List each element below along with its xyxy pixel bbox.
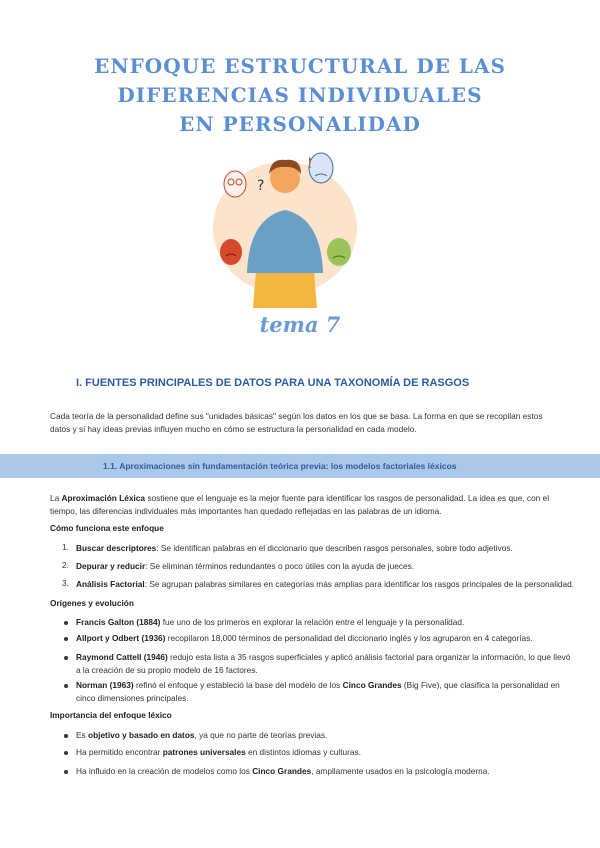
tema-label: tema 7: [259, 312, 341, 337]
importancia-heading: Importancia del enfoque léxico: [50, 710, 172, 720]
subsection-band: [0, 454, 600, 478]
title-line-3: EN PERSONALIDAD: [179, 112, 421, 136]
intro-paragraph: La Aproximación Léxica sostiene que el lenguaje es la mejor fuente para identificar los rasgos de personalidad. La idea es que, con el tiempo, las diferencias individuales más importantes han quedado reflejadas en las palabras de un idioma.: [50, 493, 550, 516]
list-item: Francis Galton (1884) fue uno de los primeros en explorar la relación entre el lenguaje y la personalidad.: [76, 617, 465, 627]
mask-spiral: [224, 171, 246, 197]
list-item: Depurar y reducir: Se eliminan términos redundantes o poco útiles con la ayuda de jueces.: [76, 561, 415, 571]
list-item: Norman (1963) refinó el enfoque y estableció la base del modelo de los Cinco Grandes (Big Five), que clasifica la personalidad en cinco dimensiones principales.: [76, 680, 560, 703]
bullet-icon: [64, 770, 68, 774]
list-item: Buscar descriptores: Se identifican palabras en el diccionario que describen rasgos personales, sobre todo adjetivos.: [76, 543, 513, 553]
origen-heading: Orígenes y evolución: [50, 598, 134, 608]
subsection-heading: 1.1. Aproximaciones sin fundamentación teórica previa: los modelos factoriales léxicos: [103, 461, 457, 471]
list-item: Ha influido en la creación de modelos como los Cinco Grandes, ampliamente usados en la psicología moderna.: [76, 766, 490, 776]
title-line-2: DIFERENCIAS INDIVIDUALES: [117, 83, 483, 107]
personality-masks-illustration: [205, 148, 365, 308]
exclamation-icon: !: [307, 156, 313, 172]
como-heading: Cómo funciona este enfoque: [50, 523, 164, 533]
list-item: Ha permitido encontrar patrones universales en distintos idiomas y culturas.: [76, 747, 362, 757]
list-item: Es objetivo y basado en datos, ya que no parte de teorías previas.: [76, 730, 328, 740]
title-line-1: ENFOQUE ESTRUCTURAL DE LAS: [94, 54, 506, 78]
bullet-icon: [64, 621, 68, 625]
list-number: 1.: [62, 542, 69, 552]
page-title: [0, 52, 600, 139]
list-number: 3.: [62, 578, 69, 588]
bullet-icon: [64, 656, 68, 660]
question-mark-icon: ?: [257, 178, 265, 194]
section-paragraph: Cada teoría de la personalidad define sus "unidades básicas" según los datos en los que se basa. La forma en que se recopilan estos datos y si hay ideas previas influyen mucho en cómo se estructura la personalidad en cada modelo.: [50, 411, 543, 434]
section-heading: I. FUENTES PRINCIPALES DE DATOS PARA UNA TAXONOMÍA DE RASGOS: [76, 377, 470, 389]
bullet-icon: [64, 637, 68, 641]
mask-green: [327, 238, 351, 266]
list-item: Raymond Cattell (1946) redujo esta lista a 35 rasgos superficiales y aplicó análisis factorial para organizar la información, lo que llevó a la creación de su propio modelo de 16 factores.: [76, 652, 571, 675]
list-item: Análisis Factorial: Se agrupan palabras similares en categorías más amplias para identificar los rasgos principales de la personalidad.: [76, 579, 575, 589]
mask-angry-red: [220, 239, 242, 265]
bullet-icon: [64, 684, 68, 688]
bullet-icon: [64, 734, 68, 738]
list-number: 2.: [62, 560, 69, 570]
bullet-icon: [64, 751, 68, 755]
list-item: Allport y Odbert (1936) recopilaron 18,000 términos de personalidad del diccionario inglés y los agruparon en 4 categorías.: [76, 633, 533, 643]
